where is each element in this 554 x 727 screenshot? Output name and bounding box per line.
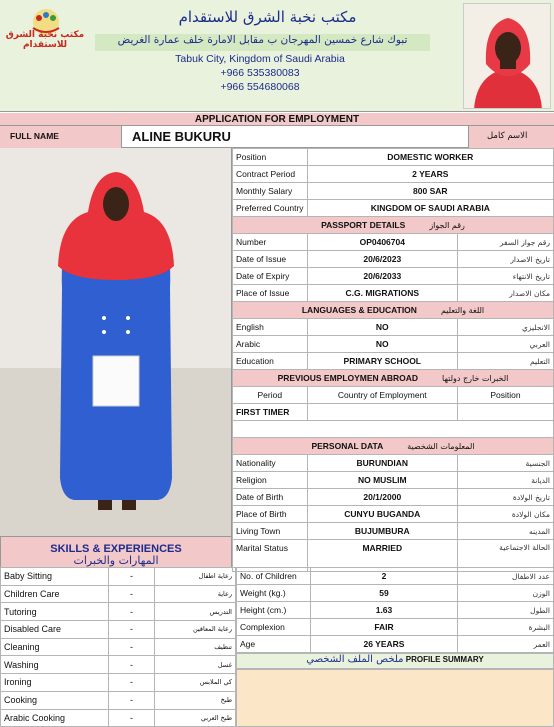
skill-row: Arabic Cooking - طبخ العربي — [1, 709, 236, 727]
profile-summary-body — [236, 669, 554, 727]
body-row: Weight (kg.) 59 الوزن — [237, 585, 554, 602]
profile-summary-header — [236, 653, 554, 669]
passport-row: Date of Expiry 20/6/2033 تاريخ الانتهاء — [233, 268, 554, 285]
job-row: Position DOMESTIC WORKER — [233, 149, 554, 166]
full-name-label: FULL NAME — [0, 126, 122, 148]
skill-row: Ironing - كي الملابس — [1, 674, 236, 692]
skills-title-ar: المهارات والخبرات — [73, 554, 159, 567]
job-row: Monthly Salary 800 SAR — [233, 183, 554, 200]
personal-row: Living Town BUJUMBURA المدينه — [233, 523, 554, 540]
skill-row: Children Care - رعاية — [1, 585, 236, 603]
personal-row: Religion NO MUSLIM الديانة — [233, 472, 554, 489]
skill-row: Tutoring - التدريس — [1, 603, 236, 621]
logo-text: مكتب نخبة الشرق للاستقدام — [5, 30, 85, 50]
skills-header — [0, 536, 232, 568]
passport-section-header: PASSPORT DETAILS رقم الجواز — [233, 217, 554, 234]
phone-1: +966 535380083 — [220, 67, 300, 79]
personal-row: Nationality BURUNDIAN الجنسية — [233, 455, 554, 472]
form-title: APPLICATION FOR EMPLOYMENT — [0, 113, 554, 126]
skill-row: Baby Sitting - رعاية اطفال — [1, 568, 236, 586]
profile-summary-title-ar: ملخص الملف الشخصي — [306, 654, 404, 665]
body-details — [236, 567, 554, 653]
job-row: Preferred Country KINGDOM OF SAUDI ARABIA — [233, 200, 554, 217]
profile-summary-title: PROFILE SUMMARY — [405, 655, 484, 664]
application-details — [232, 148, 554, 572]
passport-row: Date of Issue 20/6/2023 تاريخ الاصدار — [233, 251, 554, 268]
languages-section-header: LANGUAGES & EDUCATION اللغة والتعليم — [233, 302, 554, 319]
personal-section-header: PERSONAL DATA المعلومات الشخصية — [233, 438, 554, 455]
full-name-row — [0, 126, 554, 148]
abroad-section-header: PREVIOUS EMPLOYMEN ABROAD الخبرات خارج دولتها — [233, 370, 554, 387]
skill-row: Cooking - طبخ — [1, 691, 236, 709]
skills-title: SKILLS & EXPERIENCES — [50, 543, 182, 555]
job-row: Contract Period 2 YEARS — [233, 166, 554, 183]
letterhead — [0, 0, 554, 112]
skill-row: Cleaning - تنظيف — [1, 638, 236, 656]
personal-row: Place of Birth CUNYU BUGANDA مكان الولادة — [233, 506, 554, 523]
address-ar: تبوك شارع خمسين المهرجان ب مقابل الامارة خلف عمارة الغريض — [95, 34, 430, 51]
passport-row: Place of Issue C.G. MIGRATIONS مكان الاصدار — [233, 285, 554, 302]
passport-row: Number OP0406704 رقم جواز السفر — [233, 234, 554, 251]
applicant-full-photo — [0, 148, 232, 536]
body-row: Complexion FAIR البشرة — [237, 619, 554, 636]
full-name-label-ar: الاسم كامل — [468, 126, 554, 148]
full-name-value: ALINE BUKURU — [132, 129, 231, 144]
company-name-ar: مكتب نخبة الشرق للاستقدام — [178, 8, 357, 26]
body-row: Age 26 YEARS العمر — [237, 636, 554, 653]
applicant-portrait — [463, 3, 551, 109]
abroad-columns: Period Country of Employment Position — [233, 387, 554, 404]
language-row: English NO الانجليزي — [233, 319, 554, 336]
body-row: Height (cm.) 1.63 الطول — [237, 602, 554, 619]
personal-row: Date of Birth 20/1/2000 تاريخ الولادة — [233, 489, 554, 506]
personal-row: Marital Status MARRIED الحالة الاجتماعية — [233, 540, 554, 572]
skill-row: Washing - غسل — [1, 656, 236, 674]
language-row: Education PRIMARY SCHOOL التعليم — [233, 353, 554, 370]
skill-row: Disabled Care - رعاية المعاقين — [1, 621, 236, 639]
language-row: Arabic NO العربي — [233, 336, 554, 353]
phone-2: +966 554680068 — [220, 81, 300, 93]
city: Tabuk City, Kingdom of Saudi Arabia — [175, 53, 345, 65]
abroad-spacer — [233, 421, 554, 438]
skills-table — [0, 567, 236, 727]
abroad-row: FIRST TIMER — [233, 404, 554, 421]
body-row: No. of Children 2 عدد الاطفال — [237, 568, 554, 585]
